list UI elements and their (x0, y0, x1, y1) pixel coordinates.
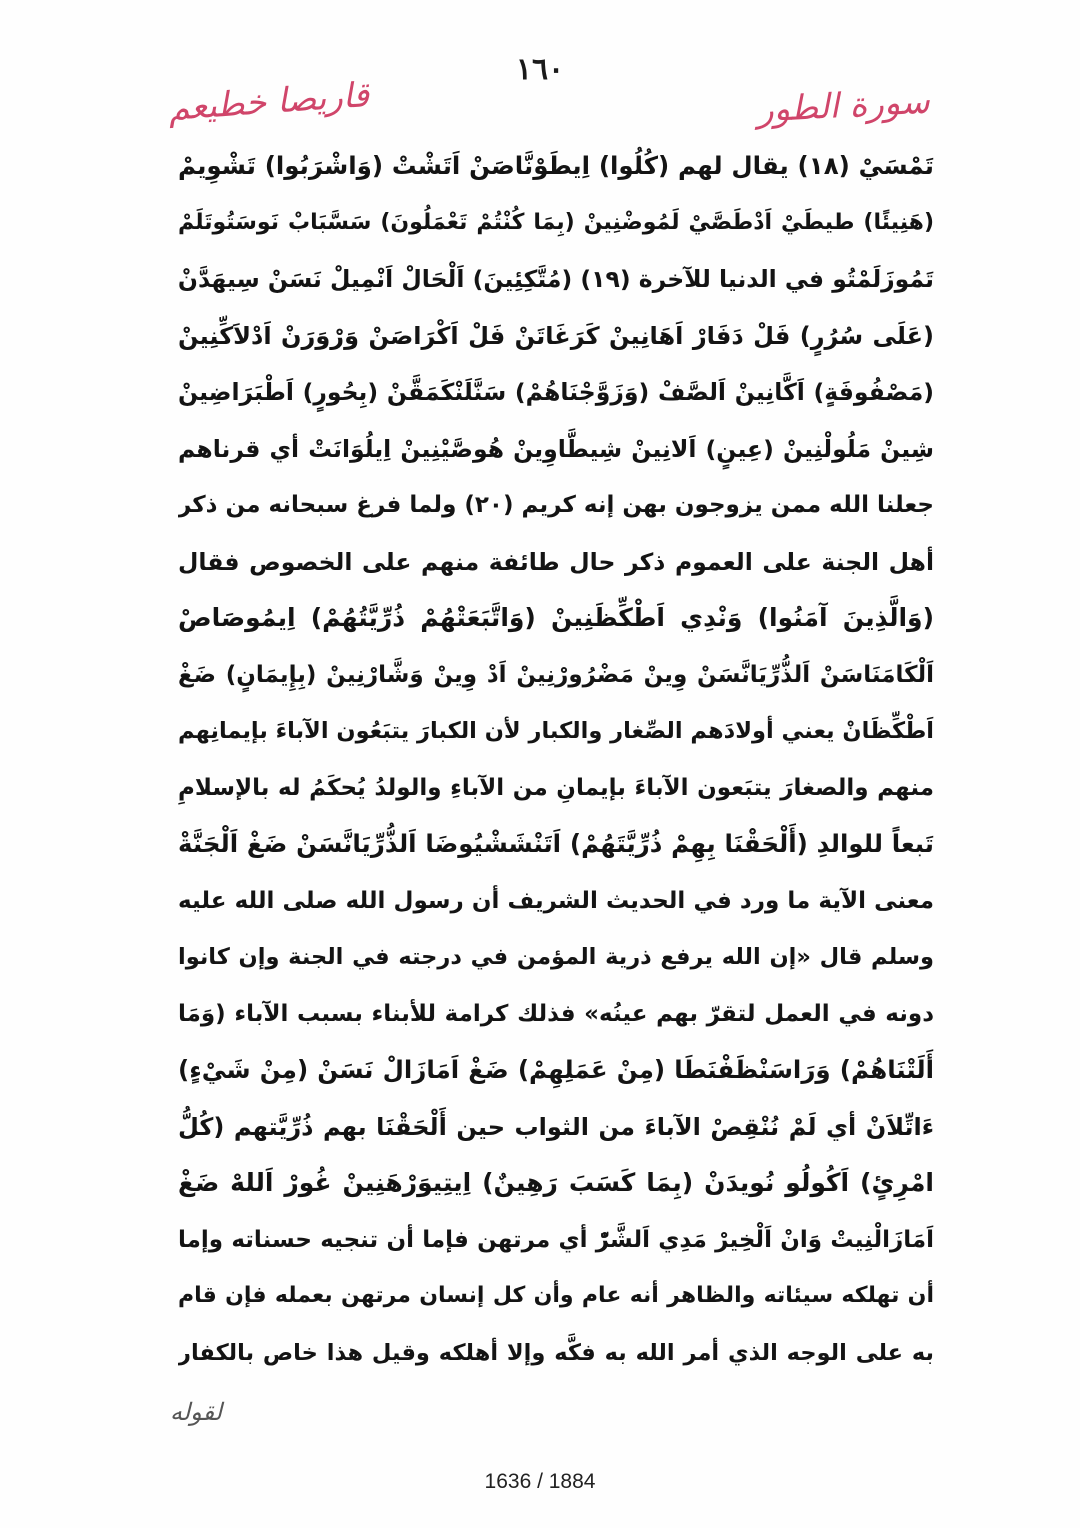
text-line: اَلْكَامَنَاسَنْ اَلذُّرِّيَانَّسَنْ وِينْ مَضْرُورْنِينْ اَدْ وِينْ وَشَّارْنِينْ (بِإِيمَانٍ) ضَغْ (178, 661, 934, 688)
text-line: أَلَتْنَاهُمْ) وَرَاسَنْظَفْنَطَا (مِنْ عَمَلِهِمْ) ضَغْ اَمَازَالْ نَسَنْ (مِنْ شَيْءٍ) (178, 1055, 934, 1084)
text-line: ءَاتِّلاَنْ أي لَمْ نُنْقِصْ الآباءَ من الثواب حين أَلْحَقْنَا بهم ذُرِّيَّتهم (كُلُّ (178, 1112, 934, 1141)
text-line: شِينْ مَلُولْنِينْ (عِينٍ) اَلانِينْ شِيطَّاوِينْ هُوصَّيْنِينْ اِيلُوَانَتْ أي قرناهم (178, 434, 934, 463)
text-line: امْرِئٍ) اَكُولُو نُويدَنْ (بِمَا كَسَبَ رَهِينٌ) اِيتِيوَرْهَنِينْ غُورْ اَللهْ ضَغْ (178, 1168, 934, 1197)
text-line: اَطْكِّظَانْ يعني أولادَهم الصِّغار والكبار لأن الكبارَ يتبَعُون الآباءَ بإيمانِهم (178, 718, 934, 744)
text-line: (هَنِيئًا) طيطَيْ اَدْطَصَّيْ لَمُوضْنِينْ (بِمَا كُنْتُمْ تَعْمَلُونَ) سَسَّبَابْ نَوسَتُوتَلَمْ (178, 209, 934, 235)
text-line: اَمَازَالْنِيتْ وَانْ اَلْخِيرْ مَدِي اَلشَّرّْ أي مرتهن فإما أن تنجيه حسناته وإما (178, 1226, 934, 1253)
text-line: وسلم قال «إن الله يرفع ذرية المؤمن في درجته في الجنة وإن كانوا (178, 944, 934, 970)
handwritten-note-left: قاريصا خطيعم (166, 75, 371, 129)
handwritten-surah-title: سورة الطور (756, 81, 931, 131)
pdf-page-indicator: 1636 / 1884 (484, 1470, 596, 1493)
text-line: معنى الآية ما ورد في الحديث الشريف أن رسول الله صلى الله عليه (178, 887, 934, 914)
text-line: (وَالَّذِينَ آمَنُوا) وَنْدِي اَطْكِّظَنِينْ (وَاتَّبَعَتْهُمْ ذُرِّيَّتُهُمْ) اِيمُوصَاصْ (178, 603, 934, 632)
text-line: (عَلَى سُرُرٍ) فَلْ دَفَارْ اَهَانِينْ كَرَغَاتَنْ فَلْ اَكْرَاصَنْ وَرْوَرَنْ اَدْلاَكِّنِينْ (178, 321, 934, 350)
text-line: أهل الجنة على العموم ذكر حال طائفة منهم على الخصوص فقال (178, 547, 934, 576)
text-line: تَبعاً للوالدِ (أَلْحَقْنَا بِهِمْ ذُرِّيَّتَهُمْ) اَتَنْشَشْيُوضَا اَلذُّرِّيَانَّسَنْ ضَغْ اَلْجَنَّةْ (178, 829, 934, 858)
text-line: منهم والصغارَ يتبَعون الآباءَ بإيمانِ من الآباءِ والولدُ يُحكَمُ له بالإسلامِ (178, 774, 934, 801)
text-line: به على الوجه الذي أمر الله به فكَّه وإلا أهلكه وقيل هذا خاص بالكفار (178, 1339, 934, 1366)
manuscript-body-text (178, 138, 934, 1381)
catchword: لقوله (170, 1398, 223, 1426)
text-line: دونه في العمل لتقرّ بهم عينُه» فذلك كرامة للأبناء بسبب الآباء (وَمَا (178, 1000, 934, 1027)
text-line: تَمْسَيْ (١٨) يقال لهم (كُلُوا) اِيطَوْنَّاصَنْ اَتَشْتْ (وَاشْرَبُوا) تَشْوِيمْ (178, 151, 934, 180)
text-line: أن تهلكه سيئاته والظاهر أنه عام وأن كل إنسان مرتهن بعمله فإن قام (178, 1283, 934, 1308)
text-line: (مَصْفُوفَةٍ) اَكَّانِينْ اَلصَّفْ (وَزَوَّجْنَاهُمْ) سَنَّلَنْكَمَقَّنْ (بِحُورٍ) اَطْبَرَاضِينْ (178, 378, 934, 406)
text-line: تَمُوزَلَمْتُو في الدنيا للآخرة (١٩) (مُتَّكِئِينَ) اَلْحَالْ اَنْمِيلْ نَسَنْ سِيهَدَّنْ (178, 265, 934, 293)
text-line: جعلنا الله ممن يزوجون بهن إنه كريم (٢٠) ولما فرغ سبحانه من ذكر (178, 492, 934, 518)
page-number: ١٦٠ (515, 52, 565, 87)
